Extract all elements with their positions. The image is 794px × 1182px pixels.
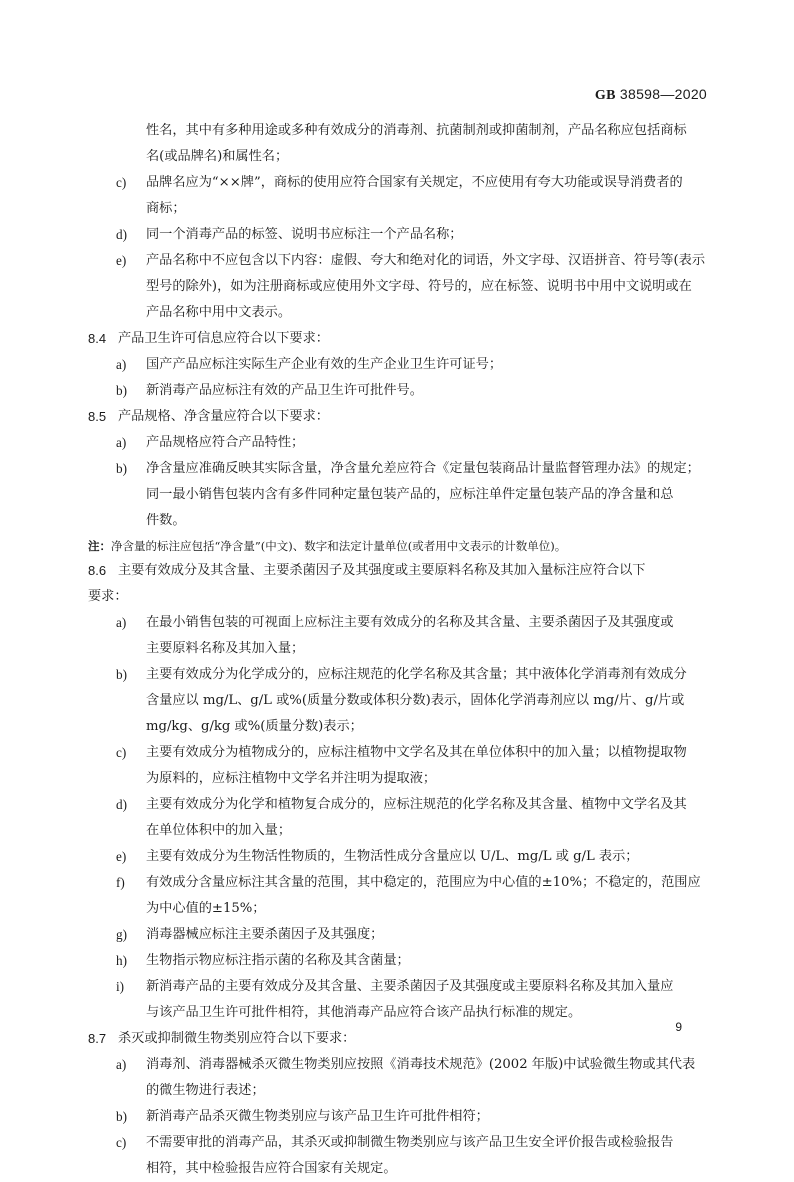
list-item-text: 新消毒产品杀灭微生物类别应与该产品卫生许可批件相符； — [146, 1109, 489, 1124]
list-item — [88, 922, 708, 948]
list-marker: c) — [116, 1135, 127, 1150]
note — [88, 534, 708, 558]
list-item-text: 在最小销售包装的可视面上应标注主要有效成分的名称及其含量、主要杀菌因子及其强度或 — [146, 615, 674, 630]
list-marker: b) — [116, 383, 127, 398]
list-item-text: mg/kg、g/kg 或%(质量分数)表示； — [146, 719, 363, 734]
list-item-text: 主要有效成分为植物成分的，应标注植物中文学名及其在单位体积中的加入量；以植物提取物 — [146, 745, 687, 760]
list-marker: b) — [116, 1109, 127, 1124]
clause-number: 8.5 — [88, 409, 107, 424]
list-marker: c) — [116, 175, 127, 190]
list-item-text: 消毒剂、消毒器械杀灭微生物类别应按照《消毒技术规范》(2002 年版)中试验微生物或其代表 — [146, 1057, 696, 1072]
list-item — [88, 740, 708, 792]
clause-number: 8.6 — [88, 563, 107, 578]
clause-number: 8.4 — [88, 331, 107, 346]
list-marker: f) — [116, 875, 125, 890]
list-item-text: 主要有效成分为生物活性物质的，生物活性成分含量应以 U/L、mg/L 或 g/L 表示； — [146, 849, 639, 864]
list-item — [88, 1130, 708, 1182]
standard-number: 38598—2020 — [619, 86, 707, 102]
list-item-text: 净含量应准确反映其实际含量，净含量允差应符合《定量包装商品计量监督管理办法》的规定； — [146, 461, 700, 476]
list-item — [88, 1052, 708, 1104]
list-marker: a) — [116, 615, 127, 630]
list-item-text: 件数。 — [146, 513, 186, 528]
list-item-text: 新消毒产品的主要有效成分及其含量、主要杀菌因子及其强度或主要原料名称及其加入量应 — [146, 979, 674, 994]
list-item — [88, 378, 708, 404]
clause-heading — [88, 1026, 708, 1052]
list-item-text: 新消毒产品应标注有效的产品卫生许可批件号。 — [146, 383, 423, 398]
list-item-text: 主要有效成分为化学和植物复合成分的，应标注规范的化学名称及其含量、植物中文学名及其 — [146, 797, 687, 812]
list-item-text: 为原料的，应标注植物中文学名并注明为提取液； — [146, 771, 437, 786]
list-item-text: 含量应以 mg/L、g/L 或%(质量分数或体积分数)表示，固体化学消毒剂应以 mg/片、g/片或 — [146, 693, 685, 708]
continuation-line: 名(或品牌名)和属性名； — [146, 149, 289, 164]
list-marker: b) — [116, 461, 127, 476]
list-item-text: 为中心值的±15%； — [146, 901, 266, 916]
list-marker: d) — [116, 227, 127, 242]
clause-heading — [88, 404, 708, 430]
list-item-text: 商标； — [146, 201, 186, 216]
list-marker: e) — [116, 253, 127, 268]
list-marker: d) — [116, 797, 127, 812]
clause-text: 产品规格、净含量应符合以下要求： — [118, 409, 329, 424]
list-item — [88, 352, 708, 378]
clause-text: 杀灭或抑制微生物类别应符合以下要求： — [118, 1031, 356, 1046]
list-item — [88, 844, 708, 870]
list-marker: c) — [116, 745, 127, 760]
list-marker: a) — [116, 1057, 127, 1072]
document-body — [88, 118, 708, 1182]
clause-number: 8.7 — [88, 1031, 107, 1046]
clause-heading — [88, 558, 708, 584]
list-marker: a) — [116, 435, 127, 450]
note-text: 净含量的标注应包括“净含量”(中文)、数字和法定计量单位(或者用中文表示的计数单位)。 — [111, 539, 567, 553]
list-item-text: 有效成分含量应标注其含量的范围，其中稳定的，范围应为中心值的±10%；不稳定的，范围应 — [146, 875, 701, 890]
list-marker: e) — [116, 849, 127, 864]
list-item — [88, 1104, 708, 1130]
list-item-text: 与该产品卫生许可批件相符，其他消毒产品应符合该产品执行标准的规定。 — [146, 1005, 582, 1020]
list-item-text: 产品名称中不应包含以下内容：虚假、夸大和绝对化的词语，外文字母、汉语拼音、符号等(表示 — [146, 253, 706, 268]
list-item-text: 产品规格应符合产品特性； — [146, 435, 305, 450]
list-marker: b) — [116, 667, 127, 682]
list-item — [88, 248, 708, 326]
list-marker: a) — [116, 357, 127, 372]
list-item-text: 型号的除外)，如为注册商标或应使用外文字母、符号的，应在标签、说明书中用中文说明或在 — [146, 279, 692, 294]
continuation-line: 性名，其中有多种用途或多种有效成分的消毒剂、抗菌制剂或抑菌制剂，产品名称应包括商标 — [146, 123, 687, 138]
list-item — [88, 456, 708, 534]
list-item-text: 国产产品应标注实际生产企业有效的生产企业卫生许可证号； — [146, 357, 503, 372]
list-item-text: 消毒器械应标注主要杀菌因子及其强度； — [146, 927, 384, 942]
list-item-text: 生物指示物应标注指示菌的名称及其含菌量； — [146, 953, 410, 968]
standard-prefix: GB — [594, 88, 616, 103]
list-marker: g) — [116, 927, 127, 942]
list-marker: i) — [116, 979, 125, 994]
list-item-text: 相符，其中检验报告应符合国家有关规定。 — [146, 1161, 397, 1176]
clause-text: 要求： — [88, 589, 128, 604]
clause-heading — [88, 326, 708, 352]
note-label: 注： — [88, 539, 111, 553]
list-item-text: 主要有效成分为化学成分的，应标注规范的化学名称及其含量；其中液体化学消毒剂有效成分 — [146, 667, 687, 682]
list-item — [88, 662, 708, 740]
list-item-text: 的微生物进行表述； — [146, 1083, 265, 1098]
list-item-text: 主要原料名称及其加入量； — [146, 641, 305, 656]
list-item-text: 不需要审批的消毒产品，其杀灭或抑制微生物类别应与该产品卫生安全评价报告或检验报告 — [146, 1135, 674, 1150]
list-marker: h) — [116, 953, 127, 968]
list-item-text: 同一个消毒产品的标签、说明书应标注一个产品名称； — [146, 227, 463, 242]
clause-text: 产品卫生许可信息应符合以下要求： — [118, 331, 329, 346]
list-item-text: 在单位体积中的加入量； — [146, 823, 292, 838]
list-item-text: 同一最小销售包装内含有多件同种定量包装产品的，应标注单件定量包装产品的净含量和总 — [146, 487, 674, 502]
list-item-text: 品牌名应为“××牌”，商标的使用应符合国家有关规定，不应使用有夸大功能或误导消费者的 — [146, 175, 683, 190]
list-item — [88, 610, 708, 662]
page-number: 9 — [675, 1020, 682, 1034]
standard-code-header — [595, 86, 707, 104]
list-item — [88, 222, 708, 248]
list-item — [88, 948, 708, 974]
clause-text: 主要有效成分及其含量、主要杀菌因子及其强度或主要原料名称及其加入量标注应符合以下 — [118, 563, 646, 578]
list-item — [88, 170, 708, 222]
list-item — [88, 792, 708, 844]
list-item — [88, 870, 708, 922]
list-item — [88, 430, 708, 456]
list-item-text: 产品名称中用中文表示。 — [146, 305, 292, 320]
list-item — [88, 974, 708, 1026]
